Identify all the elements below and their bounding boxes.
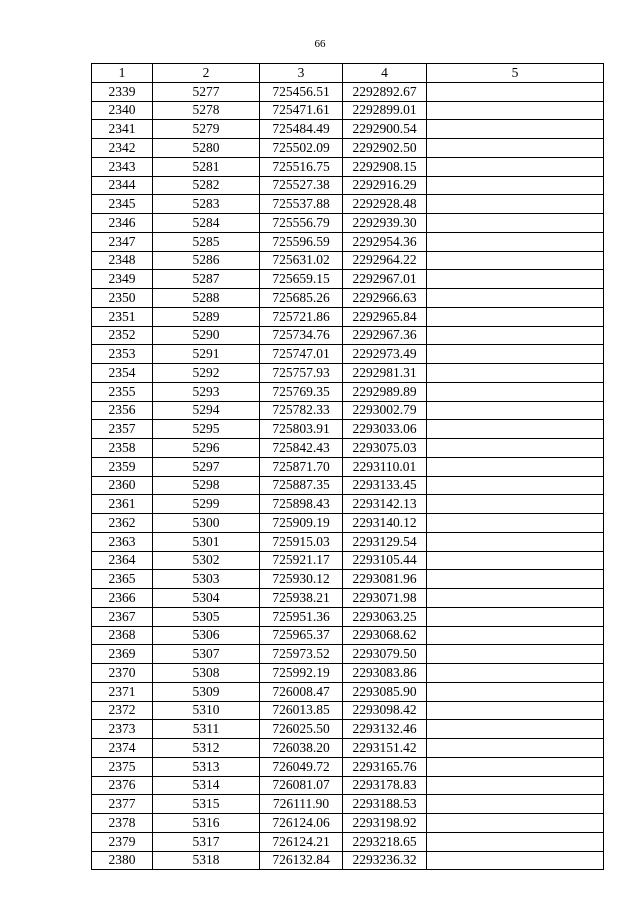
y-coordinate-cell: 2293083.86 [343, 664, 427, 683]
table-row [92, 195, 604, 214]
x-coordinate-cell: 726049.72 [260, 757, 343, 776]
x-coordinate-cell: 725887.35 [260, 476, 343, 495]
x-coordinate-cell: 726025.50 [260, 720, 343, 739]
x-coordinate-cell: 725747.01 [260, 345, 343, 364]
point-number-cell: 2371 [92, 682, 153, 701]
id-cell: 5294 [153, 401, 260, 420]
x-coordinate-cell: 725921.17 [260, 551, 343, 570]
x-coordinate-cell: 725938.21 [260, 589, 343, 608]
x-coordinate-cell: 725502.09 [260, 139, 343, 158]
notes-cell [427, 664, 604, 683]
table-row [92, 176, 604, 195]
notes-cell [427, 720, 604, 739]
notes-cell [427, 307, 604, 326]
point-number-cell: 2340 [92, 101, 153, 120]
notes-cell [427, 795, 604, 814]
table-row [92, 720, 604, 739]
y-coordinate-cell: 2293129.54 [343, 532, 427, 551]
id-cell: 5313 [153, 757, 260, 776]
y-coordinate-cell: 2293002.79 [343, 401, 427, 420]
x-coordinate-cell: 725596.59 [260, 232, 343, 251]
id-cell: 5316 [153, 814, 260, 833]
table-row [92, 232, 604, 251]
y-coordinate-cell: 2292973.49 [343, 345, 427, 364]
id-cell: 5277 [153, 82, 260, 101]
y-coordinate-cell: 2293178.83 [343, 776, 427, 795]
x-coordinate-cell: 725631.02 [260, 251, 343, 270]
id-cell: 5296 [153, 439, 260, 458]
point-number-cell: 2353 [92, 345, 153, 364]
id-cell: 5297 [153, 457, 260, 476]
id-cell: 5308 [153, 664, 260, 683]
x-coordinate-cell: 725734.76 [260, 326, 343, 345]
y-coordinate-cell: 2293075.03 [343, 439, 427, 458]
x-coordinate-cell: 726124.21 [260, 832, 343, 851]
x-coordinate-cell: 725456.51 [260, 82, 343, 101]
id-cell: 5298 [153, 476, 260, 495]
column-header-3: 3 [260, 64, 343, 83]
point-number-cell: 2339 [92, 82, 153, 101]
id-cell: 5295 [153, 420, 260, 439]
notes-cell [427, 776, 604, 795]
table-row [92, 139, 604, 158]
y-coordinate-cell: 2293081.96 [343, 570, 427, 589]
point-number-cell: 2348 [92, 251, 153, 270]
point-number-cell: 2375 [92, 757, 153, 776]
id-cell: 5303 [153, 570, 260, 589]
notes-cell [427, 270, 604, 289]
id-cell: 5314 [153, 776, 260, 795]
point-number-cell: 2344 [92, 176, 153, 195]
point-number-cell: 2360 [92, 476, 153, 495]
point-number-cell: 2357 [92, 420, 153, 439]
table-row [92, 439, 604, 458]
x-coordinate-cell: 725537.88 [260, 195, 343, 214]
table-row [92, 532, 604, 551]
y-coordinate-cell: 2293151.42 [343, 739, 427, 758]
point-number-cell: 2367 [92, 607, 153, 626]
y-coordinate-cell: 2293033.06 [343, 420, 427, 439]
point-number-cell: 2355 [92, 382, 153, 401]
notes-cell [427, 476, 604, 495]
table-row [92, 476, 604, 495]
x-coordinate-cell: 725842.43 [260, 439, 343, 458]
id-cell: 5311 [153, 720, 260, 739]
id-cell: 5290 [153, 326, 260, 345]
table-row [92, 401, 604, 420]
point-number-cell: 2361 [92, 495, 153, 514]
x-coordinate-cell: 726124.06 [260, 814, 343, 833]
y-coordinate-cell: 2292902.50 [343, 139, 427, 158]
id-cell: 5283 [153, 195, 260, 214]
x-coordinate-cell: 725930.12 [260, 570, 343, 589]
point-number-cell: 2343 [92, 157, 153, 176]
point-number-cell: 2354 [92, 364, 153, 383]
y-coordinate-cell: 2293063.25 [343, 607, 427, 626]
y-coordinate-cell: 2292916.29 [343, 176, 427, 195]
column-header-1: 1 [92, 64, 153, 83]
column-header-2: 2 [153, 64, 260, 83]
table-row [92, 757, 604, 776]
y-coordinate-cell: 2292900.54 [343, 120, 427, 139]
x-coordinate-cell: 725769.35 [260, 382, 343, 401]
y-coordinate-cell: 2293068.62 [343, 626, 427, 645]
notes-cell [427, 514, 604, 533]
x-coordinate-cell: 725992.19 [260, 664, 343, 683]
id-cell: 5309 [153, 682, 260, 701]
id-cell: 5291 [153, 345, 260, 364]
table-row [92, 270, 604, 289]
y-coordinate-cell: 2293142.13 [343, 495, 427, 514]
point-number-cell: 2359 [92, 457, 153, 476]
y-coordinate-cell: 2292939.30 [343, 214, 427, 233]
notes-cell [427, 101, 604, 120]
page-number: 66 [314, 38, 326, 50]
x-coordinate-cell: 725556.79 [260, 214, 343, 233]
table-row [92, 326, 604, 345]
x-coordinate-cell: 725721.86 [260, 307, 343, 326]
table-row [92, 120, 604, 139]
y-coordinate-cell: 2292892.67 [343, 82, 427, 101]
x-coordinate-cell: 725484.49 [260, 120, 343, 139]
id-cell: 5312 [153, 739, 260, 758]
notes-cell [427, 645, 604, 664]
id-cell: 5278 [153, 101, 260, 120]
table-row [92, 551, 604, 570]
notes-cell [427, 176, 604, 195]
x-coordinate-cell: 726038.20 [260, 739, 343, 758]
table-row [92, 514, 604, 533]
notes-cell [427, 457, 604, 476]
id-cell: 5281 [153, 157, 260, 176]
table-row [92, 776, 604, 795]
table-row [92, 851, 604, 870]
table-row [92, 251, 604, 270]
notes-cell [427, 607, 604, 626]
table-row [92, 214, 604, 233]
notes-cell [427, 120, 604, 139]
point-number-cell: 2372 [92, 701, 153, 720]
y-coordinate-cell: 2293133.45 [343, 476, 427, 495]
point-number-cell: 2349 [92, 270, 153, 289]
id-cell: 5289 [153, 307, 260, 326]
point-number-cell: 2356 [92, 401, 153, 420]
notes-cell [427, 401, 604, 420]
table-row [92, 495, 604, 514]
x-coordinate-cell: 725973.52 [260, 645, 343, 664]
notes-cell [427, 382, 604, 401]
id-cell: 5315 [153, 795, 260, 814]
y-coordinate-cell: 2293098.42 [343, 701, 427, 720]
point-number-cell: 2365 [92, 570, 153, 589]
id-cell: 5292 [153, 364, 260, 383]
notes-cell [427, 832, 604, 851]
column-header-5: 5 [427, 64, 604, 83]
y-coordinate-cell: 2293218.65 [343, 832, 427, 851]
x-coordinate-cell: 726008.47 [260, 682, 343, 701]
id-cell: 5310 [153, 701, 260, 720]
x-coordinate-cell: 725871.70 [260, 457, 343, 476]
table-body [92, 82, 604, 870]
id-cell: 5285 [153, 232, 260, 251]
x-coordinate-cell: 725803.91 [260, 420, 343, 439]
table-row [92, 101, 604, 120]
notes-cell [427, 439, 604, 458]
y-coordinate-cell: 2293236.32 [343, 851, 427, 870]
notes-cell [427, 195, 604, 214]
point-number-cell: 2373 [92, 720, 153, 739]
point-number-cell: 2364 [92, 551, 153, 570]
y-coordinate-cell: 2292967.36 [343, 326, 427, 345]
notes-cell [427, 570, 604, 589]
id-cell: 5287 [153, 270, 260, 289]
x-coordinate-cell: 726132.84 [260, 851, 343, 870]
y-coordinate-cell: 2292908.15 [343, 157, 427, 176]
point-number-cell: 2345 [92, 195, 153, 214]
id-cell: 5306 [153, 626, 260, 645]
id-cell: 5317 [153, 832, 260, 851]
notes-cell [427, 495, 604, 514]
x-coordinate-cell: 725915.03 [260, 532, 343, 551]
y-coordinate-cell: 2292899.01 [343, 101, 427, 120]
id-cell: 5293 [153, 382, 260, 401]
y-coordinate-cell: 2293079.50 [343, 645, 427, 664]
y-coordinate-cell: 2292928.48 [343, 195, 427, 214]
point-number-cell: 2351 [92, 307, 153, 326]
notes-cell [427, 551, 604, 570]
table-row [92, 626, 604, 645]
y-coordinate-cell: 2292966.63 [343, 289, 427, 308]
notes-cell [427, 420, 604, 439]
notes-cell [427, 626, 604, 645]
id-cell: 5305 [153, 607, 260, 626]
x-coordinate-cell: 725685.26 [260, 289, 343, 308]
id-cell: 5284 [153, 214, 260, 233]
point-number-cell: 2358 [92, 439, 153, 458]
point-number-cell: 2370 [92, 664, 153, 683]
table-row [92, 795, 604, 814]
point-number-cell: 2342 [92, 139, 153, 158]
notes-cell [427, 682, 604, 701]
point-number-cell: 2368 [92, 626, 153, 645]
table-header-row [92, 64, 604, 83]
y-coordinate-cell: 2293110.01 [343, 457, 427, 476]
y-coordinate-cell: 2293132.46 [343, 720, 427, 739]
x-coordinate-cell: 725782.33 [260, 401, 343, 420]
x-coordinate-cell: 725909.19 [260, 514, 343, 533]
point-number-cell: 2346 [92, 214, 153, 233]
table-row [92, 345, 604, 364]
table-row [92, 607, 604, 626]
table-row [92, 739, 604, 758]
id-cell: 5301 [153, 532, 260, 551]
table-row [92, 814, 604, 833]
y-coordinate-cell: 2293140.12 [343, 514, 427, 533]
table-row [92, 682, 604, 701]
table-row [92, 457, 604, 476]
table-row [92, 832, 604, 851]
table-row [92, 664, 604, 683]
point-number-cell: 2379 [92, 832, 153, 851]
x-coordinate-cell: 725757.93 [260, 364, 343, 383]
y-coordinate-cell: 2292967.01 [343, 270, 427, 289]
table-row [92, 157, 604, 176]
notes-cell [427, 289, 604, 308]
x-coordinate-cell: 726081.07 [260, 776, 343, 795]
table-row [92, 382, 604, 401]
id-cell: 5280 [153, 139, 260, 158]
y-coordinate-cell: 2293071.98 [343, 589, 427, 608]
table-row [92, 570, 604, 589]
table-row [92, 420, 604, 439]
notes-cell [427, 814, 604, 833]
notes-cell [427, 214, 604, 233]
notes-cell [427, 851, 604, 870]
notes-cell [427, 232, 604, 251]
notes-cell [427, 251, 604, 270]
table-row [92, 289, 604, 308]
table-row [92, 82, 604, 101]
point-number-cell: 2352 [92, 326, 153, 345]
y-coordinate-cell: 2293085.90 [343, 682, 427, 701]
notes-cell [427, 589, 604, 608]
notes-cell [427, 701, 604, 720]
id-cell: 5288 [153, 289, 260, 308]
point-number-cell: 2362 [92, 514, 153, 533]
x-coordinate-cell: 725527.38 [260, 176, 343, 195]
y-coordinate-cell: 2293165.76 [343, 757, 427, 776]
id-cell: 5286 [153, 251, 260, 270]
x-coordinate-cell: 726111.90 [260, 795, 343, 814]
point-number-cell: 2366 [92, 589, 153, 608]
notes-cell [427, 739, 604, 758]
y-coordinate-cell: 2292954.36 [343, 232, 427, 251]
notes-cell [427, 139, 604, 158]
id-cell: 5304 [153, 589, 260, 608]
notes-cell [427, 82, 604, 101]
id-cell: 5282 [153, 176, 260, 195]
point-number-cell: 2374 [92, 739, 153, 758]
point-number-cell: 2350 [92, 289, 153, 308]
table-row [92, 589, 604, 608]
point-number-cell: 2380 [92, 851, 153, 870]
point-number-cell: 2369 [92, 645, 153, 664]
x-coordinate-cell: 725516.75 [260, 157, 343, 176]
y-coordinate-cell: 2292964.22 [343, 251, 427, 270]
id-cell: 5279 [153, 120, 260, 139]
point-number-cell: 2363 [92, 532, 153, 551]
x-coordinate-cell: 726013.85 [260, 701, 343, 720]
column-header-4: 4 [343, 64, 427, 83]
coordinates-table [91, 63, 604, 870]
x-coordinate-cell: 725965.37 [260, 626, 343, 645]
id-cell: 5318 [153, 851, 260, 870]
notes-cell [427, 326, 604, 345]
id-cell: 5300 [153, 514, 260, 533]
point-number-cell: 2347 [92, 232, 153, 251]
point-number-cell: 2376 [92, 776, 153, 795]
notes-cell [427, 364, 604, 383]
notes-cell [427, 532, 604, 551]
x-coordinate-cell: 725951.36 [260, 607, 343, 626]
point-number-cell: 2377 [92, 795, 153, 814]
y-coordinate-cell: 2292965.84 [343, 307, 427, 326]
notes-cell [427, 157, 604, 176]
y-coordinate-cell: 2292989.89 [343, 382, 427, 401]
y-coordinate-cell: 2292981.31 [343, 364, 427, 383]
notes-cell [427, 345, 604, 364]
y-coordinate-cell: 2293105.44 [343, 551, 427, 570]
id-cell: 5302 [153, 551, 260, 570]
id-cell: 5307 [153, 645, 260, 664]
table-row [92, 645, 604, 664]
x-coordinate-cell: 725898.43 [260, 495, 343, 514]
table-row [92, 701, 604, 720]
y-coordinate-cell: 2293188.53 [343, 795, 427, 814]
x-coordinate-cell: 725659.15 [260, 270, 343, 289]
x-coordinate-cell: 725471.61 [260, 101, 343, 120]
table-row [92, 364, 604, 383]
point-number-cell: 2341 [92, 120, 153, 139]
id-cell: 5299 [153, 495, 260, 514]
point-number-cell: 2378 [92, 814, 153, 833]
notes-cell [427, 757, 604, 776]
table-row [92, 307, 604, 326]
y-coordinate-cell: 2293198.92 [343, 814, 427, 833]
